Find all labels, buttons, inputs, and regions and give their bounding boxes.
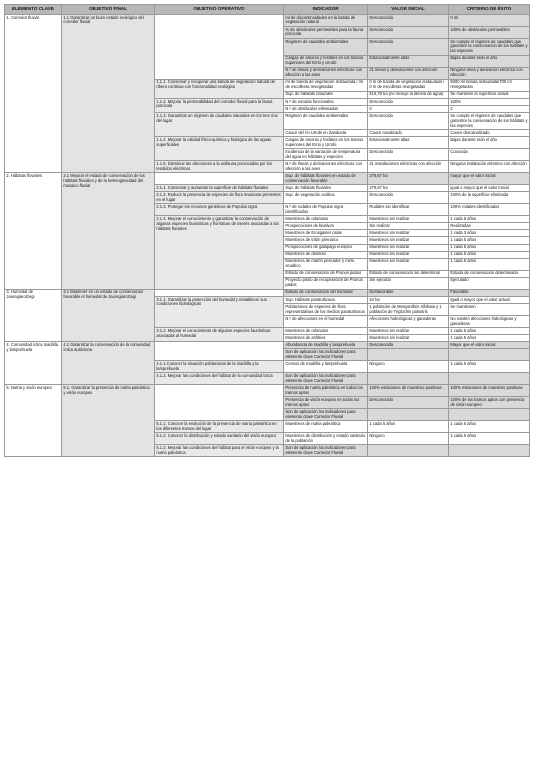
valor-inicial-cell: Muestreos sin realizar bbox=[368, 216, 449, 223]
criterio-exito-cell: 1 cada 5 años bbox=[449, 244, 530, 251]
valor-inicial-cell: 279,87 ha bbox=[368, 173, 449, 185]
indicador-cell: Son de aplicación los indicadores para elemento clave Corredor Fluvial bbox=[284, 349, 368, 361]
criterio-exito-cell: igual o mayor que el valor inicial bbox=[449, 185, 530, 192]
criterio-exito-cell: 100% estaciones de muestreo positivas bbox=[449, 385, 530, 397]
objetivo-operativo-cell bbox=[155, 14, 284, 79]
indicador-cell: Estado de conservación de Prunus padus bbox=[284, 270, 368, 277]
valor-inicial-cell: Desconocido bbox=[368, 397, 449, 409]
valor-inicial-cell: Muestreos sin realizar bbox=[368, 244, 449, 251]
criterio-exito-cell: Favorable bbox=[449, 289, 530, 296]
criterio-exito-cell: 1 cada 5 años bbox=[449, 258, 530, 270]
objetivo-operativo-cell: 1.1.2. Mejorar la permeabilidad del corredor fluvial para la fauna piscícola bbox=[155, 98, 284, 112]
indicador-cell: Muestreos de odonatos bbox=[284, 216, 368, 223]
objetivo-operativo-cell: 4.1.1 Conocer la situación poblacional de la madrilla y la lamprehuela bbox=[155, 361, 284, 373]
objetivo-final-cell: 1.1 Garantizar un buen estado ecológico del corredor fluvial bbox=[62, 14, 155, 172]
header-elemento-clave: ELEMENTO CLAVE bbox=[5, 5, 62, 15]
indicador-cell: Muestreos de Erosgaster calas bbox=[284, 230, 368, 237]
criterio-exito-cell: 2 bbox=[449, 106, 530, 113]
objetivo-operativo-cell: 5.1.1. Conocer la evolución de la presencia de nutria paleártica en los diferentes tramos del lugar bbox=[155, 421, 284, 433]
criterio-exito-cell: 100% de los tramos aptos con presencia de visón europeo bbox=[449, 397, 530, 409]
objetivo-operativo-cell: 2.1.2. Reducir la presencia de especies de flora invasoras presentes en el lugar bbox=[155, 192, 284, 204]
table-row bbox=[5, 14, 530, 26]
objetivo-final-cell: 5.1. Garantizar la presencia de nutria paleártica y visón europeo bbox=[62, 385, 155, 457]
criterio-exito-cell: Se cumple el régimen de caudales que garantice la conservación de los hábitats y las especies bbox=[450, 38, 528, 54]
criterio-exito-cell: Ejecutado bbox=[449, 277, 530, 289]
objetivo-operativo-cell bbox=[155, 342, 284, 361]
valor-inicial-cell bbox=[368, 445, 449, 457]
valor-inicial-cell: 0 bbox=[368, 106, 449, 113]
valor-inicial-cell: Sin realizar bbox=[368, 223, 449, 230]
indicador-cell: N.º de líneas y derivaciones eléctricas con afección a las aves bbox=[284, 67, 368, 79]
criterio-exito-cell: 100% de la superficie eliminada bbox=[449, 192, 530, 204]
indicador-cell: Incidencia de la variación de temperatura del agua en hábitats y especies bbox=[284, 149, 368, 161]
valor-inicial-cell: 21 instalaciones eléctricas con afección bbox=[368, 161, 449, 173]
criterio-exito-cell: Mayor que el valor inicial bbox=[449, 342, 530, 349]
objetivo-final-cell: 3.1 Mantener en un estado de conservación favorable el humedal de Jauregiarotzegi bbox=[62, 289, 155, 341]
indicador-cell: Prospecciones de galápago europeo bbox=[284, 244, 368, 251]
indicador-cell: Muestreos de odonatos bbox=[284, 328, 368, 335]
criterio-exito-cell: Se mantiene la superficie actual bbox=[449, 91, 530, 98]
criterio-exito-cell: 100% bbox=[449, 98, 530, 105]
criterio-exito-cell: Bajas durante todo el año bbox=[449, 55, 530, 67]
valor-inicial-cell bbox=[368, 409, 449, 421]
objetivo-operativo-cell: 5.1.3. Mejorar las condiciones del hábitat para el visón europeo y la nutria paleártica bbox=[155, 445, 284, 457]
elemento-clave-cell: 2. Hábitats fluviales bbox=[5, 173, 62, 290]
indicador-cell: Abundancia de madrilla y lamprehuela bbox=[284, 342, 368, 349]
objetivo-final-cell: 2.1 Mejorar el estado de conservación de los hábitats fluviales y de la heterogeneidad del mosaico fluvial bbox=[62, 173, 155, 290]
table-row bbox=[5, 173, 530, 185]
valor-inicial-cell: 0 m de banda de vegetación restaurada / 0 m de escolleras revegetadas bbox=[368, 79, 449, 91]
indicador-cell: Sup. de hábitats naturales bbox=[284, 91, 368, 98]
criterio-exito-cell bbox=[449, 445, 530, 457]
valor-inicial-cell: Sin ejecutar bbox=[368, 277, 449, 289]
objetivo-operativo-cell bbox=[155, 289, 284, 296]
criterio-exito-cell: 1 cada 5 años bbox=[449, 421, 530, 433]
indicador-cell: ml de discontinuidades en la banda de vegetación natural bbox=[284, 14, 368, 26]
indicador-cell: N.º de escalas funcionales bbox=[284, 98, 368, 105]
criterio-exito-cell bbox=[449, 349, 530, 361]
objetivo-operativo-cell: 5.1.2. Conocer la distribución y estado sanitario del visón europeo bbox=[155, 433, 284, 445]
indicador-cell: Muestreos de nutria paleártica bbox=[284, 421, 368, 433]
valor-inicial-cell: Desconocido bbox=[368, 98, 449, 105]
indicador-cell: N.º de líneas y derivaciones eléctricas con afección a las aves bbox=[284, 161, 368, 173]
valor-inicial-cell: Afecciones hidrológicas y ganaderas bbox=[368, 316, 449, 328]
valor-inicial-cell: Rodales sin identificar bbox=[368, 204, 449, 216]
valor-inicial-cell: Ninguno bbox=[368, 361, 449, 373]
table-row bbox=[5, 289, 530, 296]
indicador-cell: Sup. de hábitats fluviales en estado de conservación favorable bbox=[284, 173, 368, 185]
criterio-exito-cell: 1 cada 5 años bbox=[449, 237, 530, 244]
document-page bbox=[4, 4, 529, 457]
indicador-cell: Cargas de amonio y fosfatos en los tramos superiores del Errio y Urrobi bbox=[284, 137, 368, 149]
indicador-cell: Muestreos de anfibios bbox=[284, 335, 368, 342]
criterio-exito-cell: Bajas durante todo el año bbox=[449, 137, 530, 149]
indicador-cell: Proyecto piloto de recuperación de Prunus padus bbox=[284, 277, 368, 289]
criterio-exito-cell: Ninguna línea y derivación eléctrica con afección bbox=[449, 67, 530, 79]
header-row bbox=[5, 5, 530, 15]
criterio-exito-cell: Ninguna instalación eléctrica con afección bbox=[449, 161, 530, 173]
header-criterio-exito: CRITERIO DE ÉXITO bbox=[449, 5, 530, 15]
criterio-exito-cell: 5000 ml banda restaurada/700 ml revegetados bbox=[449, 79, 530, 91]
indicador-cell: Prospecciones de bivalvos bbox=[284, 223, 368, 230]
criterio-exito-cell bbox=[449, 409, 530, 421]
indicador-cell: Sup. de vegetación exótica bbox=[284, 192, 368, 204]
criterio-exito-cell: Estado de conservación determinado bbox=[449, 270, 530, 277]
objetivo-operativo-cell bbox=[155, 173, 284, 185]
indicador-cell: Cauce del río Urrobi en Zandueta bbox=[284, 130, 368, 137]
criterio-exito-cell: 1 cada 5 años bbox=[449, 216, 530, 223]
valor-inicial-cell: 1 cada 5 años bbox=[368, 421, 449, 433]
criterio-exito-cell: No existen afecciones hidrológicas y ganaderas bbox=[449, 316, 530, 328]
valor-inicial-cell: Cauce canalizado bbox=[368, 130, 449, 137]
indicador-cell: N.º de rodales de Populus nigra identificados bbox=[284, 204, 368, 216]
indicador-cell: N.º de obstáculos eliminados bbox=[284, 106, 368, 113]
indicador-cell: Poblaciones de especies de flora representativas de los medios paraturbosos bbox=[284, 304, 368, 316]
header-valor-inicial: VALOR INICIAL bbox=[368, 5, 449, 15]
criterio-exito-cell: 100% rodales identificados bbox=[449, 204, 530, 216]
valor-inicial-cell: 279,87 ha bbox=[368, 185, 449, 192]
header-indicador: INDICADOR bbox=[284, 5, 368, 15]
indicador-cell: % de obstáculos permeables para la fauna piscícola bbox=[284, 26, 368, 38]
objetivo-operativo-cell: 2.1.1. Conservar y aumentar la superficie de hábitats fluviales bbox=[155, 185, 284, 192]
objetivo-final-cell: 4.1 Garantizar la conservación de la comunidad íctica autóctona bbox=[62, 342, 155, 385]
valor-inicial-cell: Estacionalmente altas bbox=[368, 137, 449, 149]
objectives-table bbox=[4, 4, 530, 457]
valor-inicial-cell: Estacionalmente altas bbox=[368, 55, 449, 67]
valor-inicial-cell: Muestreos sin realizar bbox=[368, 237, 449, 244]
indicador-cell: Muestreos de distribución y estado sanitario de la población bbox=[284, 433, 368, 445]
criterio-exito-cell: Se mantienen bbox=[449, 304, 530, 316]
objetivo-operativo-cell bbox=[155, 385, 284, 421]
criterio-exito-cell: 1 cada 5 años bbox=[449, 335, 530, 342]
valor-inicial-cell: 519,78 ha (no incluye la lámina de agua) bbox=[368, 91, 449, 98]
objetivo-operativo-cell: 1.1.3. Garantizar un régimen de caudales naturales en los tres ríos del lugar bbox=[155, 113, 284, 137]
indicador-cell: Muestreos de martín pescador y mirlo acuático bbox=[284, 258, 368, 270]
valor-inicial-cell: 100% estaciones de muestreo positivas bbox=[368, 385, 449, 397]
elemento-clave-cell: 3. Humedal de Jauregiarotzegi bbox=[5, 289, 62, 341]
indicador-cell: ml de banda de vegetación restaurada / ml de escolleras revegetadas bbox=[284, 79, 368, 91]
objetivo-operativo-cell: 3.1.1. Garantizar la protección del humedal y restablecer sus condiciones hidrológicas bbox=[155, 296, 284, 327]
criterio-exito-cell: 1 cada 5 años bbox=[449, 328, 530, 335]
table-body bbox=[5, 14, 530, 456]
indicador-cell: Son de aplicación los indicadores para elemento clave Corredor Fluvial bbox=[284, 409, 368, 421]
indicador-cell: Presencia de visón europeo en todos los tramos aptos bbox=[284, 397, 368, 409]
objetivo-operativo-cell: 3.1.2. Mejorar el conocimiento de algunas especies faunísticas asociadas al humedal bbox=[155, 328, 284, 342]
objetivo-operativo-cell: 1.1.1. Conservar y recuperar una banda de vegetación natural de ribera continua con funcionalidad ecológica bbox=[155, 79, 284, 98]
valor-inicial-cell: Muestreos sin realizar bbox=[368, 230, 449, 237]
criterio-exito-cell: 100% de obstáculos permeables bbox=[449, 26, 530, 38]
header-objetivo-operativo: OBJETIVO OPERATIVO bbox=[155, 5, 284, 15]
criterio-exito-cell: Se cumple el régimen de caudales que garantice la conservación de los hábitats y las especies bbox=[450, 112, 528, 128]
valor-inicial-cell: 21 líneas y derivaciones con afección bbox=[368, 67, 449, 79]
indicador-cell: Censos de madrilla y lamprehuela bbox=[284, 361, 368, 373]
indicador-cell: Régimen de caudales ambientales bbox=[284, 113, 368, 130]
objetivo-operativo-cell: 4.1.2. Mejorar las condiciones del hábitat de la comunidad íctica bbox=[155, 373, 284, 385]
criterio-exito-cell: 1 cada 3 años bbox=[449, 230, 530, 237]
criterio-exito-cell: 1 cada 5 años bbox=[449, 433, 530, 445]
valor-inicial-cell: 10 ha bbox=[368, 296, 449, 303]
valor-inicial-cell: Muestreos sin realizar bbox=[368, 251, 449, 258]
valor-inicial-cell: Desconocido bbox=[368, 192, 449, 204]
elemento-clave-cell: 4. Comunidad íctica madrilla y lamprehuela bbox=[5, 342, 62, 385]
valor-inicial-cell bbox=[368, 373, 449, 385]
criterio-exito-cell: Igual o mayor que el valor actual bbox=[449, 296, 530, 303]
objetivo-operativo-cell: 1.1.5. Disminuir las afecciones a la avifauna provocadas por los tendidos eléctricos bbox=[155, 161, 284, 173]
indicador-cell: Presencia de nutria paleártica en todos los tramos aptos bbox=[284, 385, 368, 397]
valor-inicial-cell: Desconocido bbox=[368, 113, 449, 130]
table-row bbox=[5, 342, 530, 349]
objetivo-operativo-cell: 2.1.3. Proteger los recursos genéticos de Populus nigra bbox=[155, 204, 284, 216]
criterio-exito-cell: Realizadas bbox=[449, 223, 530, 230]
valor-inicial-cell: Desconocido bbox=[368, 26, 449, 38]
indicador-cell: Son de aplicación los indicadores para elemento clave Corredor Fluvial bbox=[284, 445, 368, 457]
criterio-exito-cell: mayor que el valor inicial bbox=[449, 173, 530, 185]
indicador-cell: Estado de conservación del humedal bbox=[284, 289, 368, 296]
valor-inicial-cell: Desconocido bbox=[368, 149, 449, 161]
criterio-exito-cell: Cauce descanalizado bbox=[449, 130, 530, 137]
valor-inicial-cell: Muestreos sin realizar bbox=[368, 258, 449, 270]
valor-inicial-cell: Desconocido bbox=[368, 38, 449, 55]
elemento-clave-cell: 1. Corredor fluvial bbox=[5, 14, 62, 172]
criterio-exito-cell: 1 cada 5 años bbox=[449, 251, 530, 258]
valor-inicial-cell: Desconocido bbox=[368, 14, 449, 26]
indicador-cell: Régimen de caudales ambientales bbox=[284, 38, 368, 55]
criterio-exito-cell bbox=[449, 373, 530, 385]
valor-inicial-cell: 1 población de Menyanthes trifoliata y 1 población de Triglochin palustris bbox=[368, 304, 449, 316]
indicador-cell: Muestreos de tritón pirenaico bbox=[284, 237, 368, 244]
table-row bbox=[5, 385, 530, 397]
valor-inicial-cell: Muestreos sin realizar bbox=[368, 328, 449, 335]
indicador-cell: Son de aplicación los indicadores para elemento clave Corredor Fluvial bbox=[284, 373, 368, 385]
indicador-cell: Cargas de amonio y fosfatos en los tramos superiores del Errio y Urrobi bbox=[284, 55, 368, 67]
criterio-exito-cell: Conocida bbox=[449, 149, 530, 161]
header-objetivo-final: OBJETIVO FINAL bbox=[62, 5, 155, 15]
elemento-clave-cell: 5. Nutria y visón europeo bbox=[5, 385, 62, 457]
valor-inicial-cell: Estado de conservación sin determinar bbox=[368, 270, 449, 277]
valor-inicial-cell: Ninguno bbox=[368, 433, 449, 445]
criterio-exito-cell: 1 cada 5 años bbox=[449, 361, 530, 373]
criterio-exito-cell: 0 ml bbox=[449, 14, 530, 26]
valor-inicial-cell: Desconocida bbox=[368, 342, 449, 349]
valor-inicial-cell: Muestreos sin realizar bbox=[368, 335, 449, 342]
indicador-cell: Muestreos de desmán bbox=[284, 251, 368, 258]
indicador-cell: Sup. Hábitats paraturbosos bbox=[284, 296, 368, 303]
valor-inicial-cell: Desfavorable bbox=[368, 289, 449, 296]
indicador-cell: N.º de afecciones en el humedal bbox=[284, 316, 368, 328]
valor-inicial-cell bbox=[368, 349, 449, 361]
objetivo-operativo-cell: 1.1.4. Mejorar la calidad físico-química y biológica de las aguas superficiales bbox=[155, 137, 284, 161]
indicador-cell: Sup. de hábitats fluviales bbox=[284, 185, 368, 192]
objetivo-operativo-cell: 2.1.4. Mejorar el conocimiento y garantizar la conservación de algunas especies faunísticas y florísticas de interés asociadas a los hábitats fluviales bbox=[155, 216, 284, 290]
